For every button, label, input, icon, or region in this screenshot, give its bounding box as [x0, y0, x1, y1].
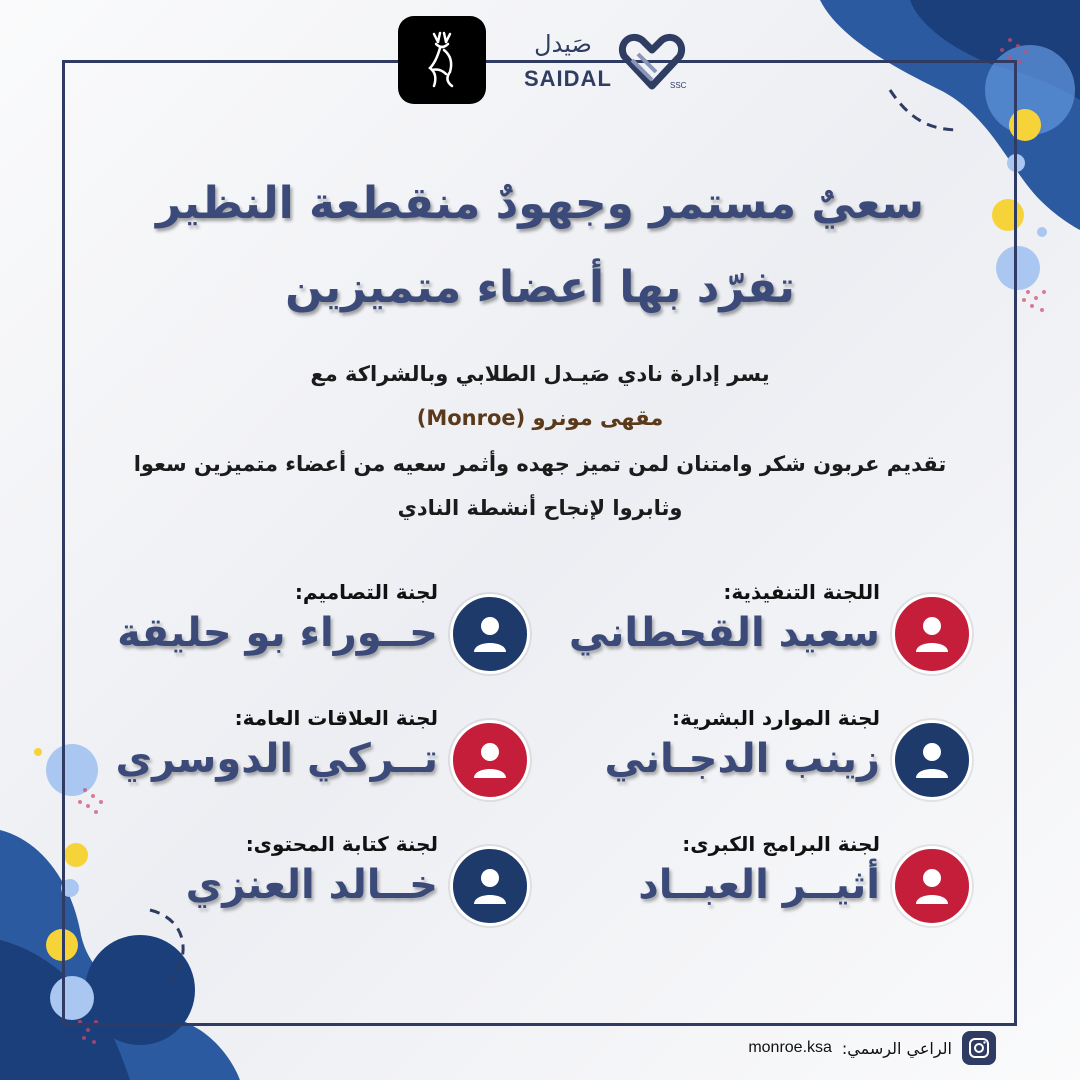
avatar: [892, 594, 972, 674]
intro-line-2: مقهى مونرو (Monroe): [416, 406, 664, 430]
sponsor-handle[interactable]: monroe.ksa: [748, 1039, 832, 1056]
avatar: [892, 846, 972, 926]
committee-label: لجنة العلاقات العامة:: [234, 706, 438, 730]
committee-label: لجنة البرامج الكبرى:: [682, 832, 880, 856]
member-name: سعيد القحطاني: [568, 610, 880, 656]
avatar: [450, 720, 530, 800]
headline-line-2: تفرّد بها أعضاء متميزين: [285, 262, 795, 313]
member-name: زينب الدجـاني: [604, 736, 880, 782]
sponsor-label: الراعي الرسمي:: [841, 1038, 952, 1058]
avatar: [892, 720, 972, 800]
saidal-logo: [520, 30, 690, 100]
saidal-arabic-text: صَيدل: [534, 30, 592, 58]
member-card: [90, 706, 530, 806]
heart-logo-icon: [616, 30, 690, 94]
member-card: [532, 580, 972, 680]
intro-line-4: وثابروا لإنجاح أنشطة النادي: [397, 496, 683, 520]
deer-icon: [410, 28, 474, 92]
avatar: [450, 594, 530, 674]
saidal-mark-text: SSC: [670, 81, 687, 90]
committee-label: لجنة كتابة المحتوى:: [245, 832, 438, 856]
member-card: [532, 832, 972, 932]
sponsor-footer: [748, 1030, 996, 1066]
user-icon: [910, 738, 954, 782]
committee-label: اللجنة التنفيذية:: [723, 580, 880, 604]
member-card: [532, 706, 972, 806]
member-card: [90, 832, 530, 932]
intro-line-3: تقديم عربون شكر وامتنان لمن تميز جهده وأثمر سعيه من أعضاء متميزين سعوا: [133, 452, 947, 476]
member-name: تــركي الدوسري: [115, 736, 438, 782]
committee-label: لجنة الموارد البشرية:: [671, 706, 880, 730]
user-icon: [910, 864, 954, 908]
member-name: حــوراء بو حليقة: [117, 610, 438, 656]
member-name: خــالد العنزي: [185, 862, 438, 908]
avatar: [450, 846, 530, 926]
instagram-icon[interactable]: [962, 1031, 996, 1065]
saidal-english-text: SAIDAL: [524, 66, 612, 91]
user-icon: [910, 612, 954, 656]
monroe-logo: [398, 16, 486, 104]
user-icon: [468, 864, 512, 908]
headline-line-1: سعيٌ مستمر وجهودٌ منقطعة النظير: [155, 178, 925, 229]
user-icon: [468, 612, 512, 656]
user-icon: [468, 738, 512, 782]
member-card: [90, 580, 530, 680]
committee-label: لجنة التصاميم:: [294, 580, 438, 604]
member-name: أثيــر العبــاد: [638, 862, 880, 908]
intro-line-1: يسر إدارة نادي صَيـدل الطلابي وبالشراكة مع: [310, 362, 770, 386]
